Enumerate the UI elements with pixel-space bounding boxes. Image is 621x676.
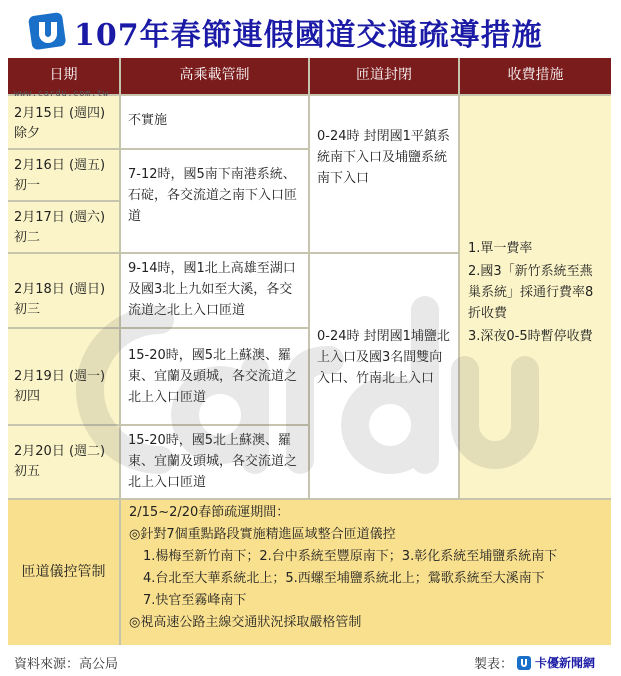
source-note: 資料來源：高公局 (14, 657, 119, 672)
maker-note (474, 653, 595, 672)
brand-name: 卡優新聞網 (534, 656, 595, 670)
date-cell: 2月16日 (週五)初一 (8, 150, 119, 200)
ramp-control-line: ◎視高速公路主線交通狀況採取嚴格管制 (129, 615, 362, 630)
date-cell: 2月17日 (週六)初二 (8, 202, 119, 252)
ramp-control-body (121, 500, 611, 645)
measures-table (8, 58, 611, 645)
ramp-control-line: 7.快官至霧峰南下 (143, 593, 247, 608)
hov-cell: 不實施 (121, 96, 308, 148)
hov-cell: 7-12時，國5南下南港系統、石碇，各交流道之南下入口匝道 (121, 150, 308, 252)
page-title: 107年春節連假國道交通疏導措施 (74, 18, 543, 53)
hov-cell: 15-20時，國5北上蘇澳、羅東、宜蘭及頭城，各交流道之北上入口匝道 (121, 329, 308, 424)
ramp-control-line: 2/15~2/20春節疏運期間： (129, 505, 290, 520)
date-cell: 2月18日 (週日)初三 (8, 254, 119, 327)
column-header-date: 日期 (8, 58, 119, 94)
fee-item: 2.國3「新竹系統至燕巢系統」採通行費率8折收費 (468, 264, 594, 321)
hov-cell: 9-14時，國1北上高雄至湖口及國3北上九如至大溪，各交流道之北上入口匝道 (121, 254, 308, 327)
ramp-control-line: 1.楊梅至新竹南下；2.台中系統至豐原南下；3.彰化系統至埔鹽系統南下 (143, 549, 558, 564)
column-header-ramp-closure: 匝道封閉 (310, 58, 458, 94)
cardu-logo-icon (28, 10, 68, 50)
fee-item: 3.深夜0-5時暫停收費 (468, 329, 593, 344)
date-cell: 2月20日 (週二)初五 (8, 426, 119, 498)
fee-item: 1.單一費率 (468, 241, 533, 256)
ramp-control-label: 匝道儀控管制 (8, 500, 119, 645)
hov-cell: 15-20時，國5北上蘇澳、羅東、宜蘭及頭城，各交流道之北上入口匝道 (121, 426, 308, 498)
date-cell: 2月15日 (週四)除夕 (8, 96, 119, 148)
fees-cell (460, 96, 611, 498)
ramp-closure-cell: 0-24時 封閉國1埔鹽北上入口及國3名間雙向入口、竹南北上入口 (310, 254, 458, 498)
column-header-fees: 收費措施 (460, 58, 611, 94)
header (0, 0, 621, 56)
ramp-closure-cell: 0-24時 封閉國1平鎮系統南下入口及埔鹽系統南下入口 (310, 96, 458, 252)
ramp-control-line: 4.台北至大華系統北上；5.西螺至埔鹽系統北上；鶯歌系統至大溪南下 (143, 571, 545, 586)
ramp-control-line: ◎針對7個重點路段實施精進區域整合匝道儀控 (129, 527, 396, 542)
brand-logo-icon (517, 656, 531, 670)
column-header-hov: 高乘載管制 (121, 58, 308, 94)
maker-label: 製表： (473, 657, 513, 672)
date-cell: 2月19日 (週一)初四 (8, 329, 119, 424)
watermark-url: www.cardu.com.tw (14, 89, 109, 99)
